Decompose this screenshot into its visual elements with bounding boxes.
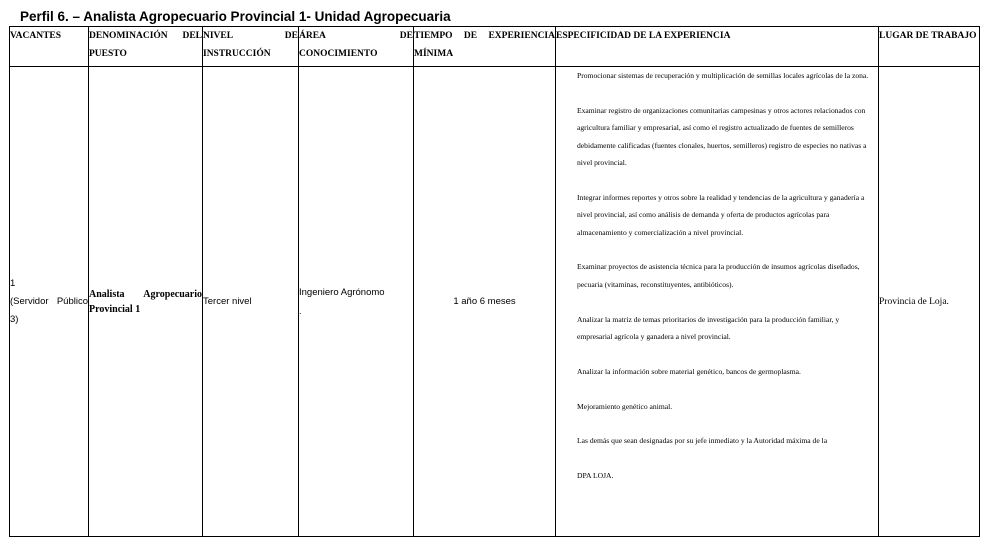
- header-nivel-line2: INSTRUCCIÓN: [203, 49, 271, 59]
- page-title: Perfil 6. – Analista Agropecuario Provincial 1- Unidad Agropecuaria: [20, 9, 451, 24]
- header-especificidad: ESPECIFICIDAD DE LA EXPERIENCIA: [556, 27, 879, 67]
- cell-tiempo: 1 año 6 meses: [414, 67, 556, 537]
- header-nivel: [203, 27, 299, 67]
- cell-especificidad: [556, 67, 879, 537]
- header-denominacion-line2: PUESTO: [89, 49, 127, 59]
- denominacion-line2: Provincial 1: [89, 303, 141, 315]
- especificidad-item-9: DPA LOJA.: [577, 471, 614, 481]
- especificidad-item-4: Examinar proyectos de asistencia técnica para la producción de insumos agrícolas diseñados, pecuaria (vitaminas, reconstituyentes, antibióticos).: [577, 262, 860, 289]
- area-mark: .: [299, 305, 302, 316]
- especificidad-list: [577, 67, 874, 485]
- header-denominacion: [89, 27, 203, 67]
- denominacion-line1: Analista Agropecuario: [89, 288, 202, 300]
- header-lugar: LUGAR DE TRABAJO: [879, 27, 980, 67]
- header-nivel-line1: NIVEL DE: [203, 31, 298, 41]
- header-tiempo-line1: TIEMPO DE EXPERIENCIA: [414, 31, 555, 41]
- cell-area: [299, 67, 414, 537]
- header-area-line2: CONOCIMIENTO: [299, 49, 378, 59]
- especificidad-item-5: Analizar la matriz de temas prioritarios de investigación para la producción familiar, y empresarial agrícola y ganadera a nivel provincial.: [577, 314, 840, 342]
- area-value: Ingeniero Agrónomo: [299, 286, 385, 298]
- profile-table: [9, 26, 980, 537]
- vacantes-number: 1: [10, 277, 16, 289]
- cell-nivel: Tercer nivel: [203, 67, 299, 537]
- especificidad-item-3: Integrar informes reportes y otros sobre la realidad y tendencias de la agricultura y ganadería a nivel provincial, así como análisis de demanda y oferta de productos agrícolas para almacenamiento y comercialización a nivel provincial.: [577, 192, 865, 237]
- table-row: [10, 67, 980, 537]
- header-denominacion-line1: DENOMINACIÓN DEL: [89, 31, 202, 41]
- cell-denominacion: [89, 67, 203, 537]
- header-tiempo: [414, 27, 556, 67]
- header-area: [299, 27, 414, 67]
- cell-lugar: Provincia de Loja.: [879, 67, 980, 537]
- especificidad-item-1: Promocionar sistemas de recuperación y multiplicación de semillas locales agrícolas de la zona.: [577, 71, 869, 80]
- especificidad-item-2: Examinar registro de organizaciones comunitarias campesinas y otros actores relacionados con agricultura familiar y empresarial, así como el registro actualizado de fuentes de semilleros debidamente calificadas (fuentes clonales, huertos, semilleros) registro de especies no nativas a nivel provincial.: [577, 105, 867, 168]
- cell-vacantes: [10, 67, 89, 537]
- especificidad-item-7: Mejoramiento genético animal.: [577, 401, 673, 411]
- especificidad-item-6: Analizar la información sobre material genético, bancos de germoplasma.: [577, 366, 801, 376]
- header-vacantes: VACANTES: [10, 27, 89, 67]
- vacantes-detail-2: 3): [10, 313, 19, 325]
- header-area-line1: ÁREA DE: [299, 31, 413, 41]
- header-tiempo-line2: MÍNIMA: [414, 49, 454, 59]
- especificidad-item-8: Las demás que sean designadas por su jefe inmediato y la Autoridad máxima de la: [577, 436, 828, 446]
- vacantes-detail-1: (Servidor Público: [10, 295, 88, 307]
- table-header-row: [10, 27, 980, 67]
